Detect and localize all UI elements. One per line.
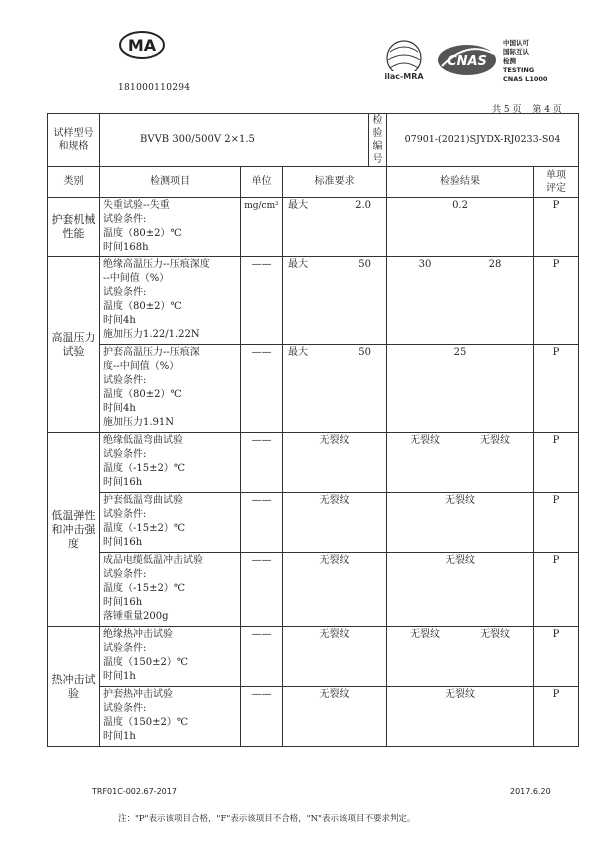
form-code: TRF01C-002.67-2017	[92, 787, 177, 796]
unit-cell: ——	[241, 493, 283, 553]
standard-cell: 最大 50	[283, 345, 387, 433]
code-value: 07901-(2021)SJYDX-RJ0233-S04	[387, 114, 579, 167]
item-cell: 护套低温弯曲试验 试验条件: 温度（-15±2）℃ 时间16h	[100, 493, 241, 553]
verdict-cell: P	[534, 687, 579, 747]
result-cell: 无裂纹	[387, 687, 534, 747]
footnote: 注："P"表示该项目合格，"F"表示该项目不合格，"N"表示该项目不要求判定。	[118, 814, 416, 824]
verdict-cell: P	[534, 627, 579, 687]
item-cell: 护套高温压力--压痕深 度--中间值（%） 试验条件: 温度（80±2）℃ 时间4h 施加压力1.91N	[100, 345, 241, 433]
table-row	[48, 687, 579, 747]
category-cell: 高温压力 试验	[48, 257, 100, 433]
report-number: 181000110294	[118, 83, 191, 93]
unit-cell: ——	[241, 257, 283, 345]
column-header-row	[48, 167, 579, 198]
item-cell: 绝缘热冲击试验 试验条件: 温度（150±2）℃ 时间1h	[100, 627, 241, 687]
table-row	[48, 493, 579, 553]
standard-cell: 无裂纹	[283, 627, 387, 687]
col-verdict: 单项 评定	[534, 167, 579, 198]
unit-cell: ——	[241, 345, 283, 433]
model-label: 试样型号 和规格	[48, 114, 100, 167]
cnas-logo	[436, 42, 498, 78]
verdict-cell: P	[534, 198, 579, 257]
result-cell: 30 28	[387, 257, 534, 345]
verdict-cell: P	[534, 257, 579, 345]
unit-cell: ——	[241, 433, 283, 493]
item-cell: 成品电缆低温冲击试验 试验条件: 温度（-15±2）℃ 时间16h 落锤重量200g	[100, 553, 241, 627]
category-cell: 护套机械 性能	[48, 198, 100, 257]
standard-cell: 无裂纹	[283, 433, 387, 493]
col-result: 检验结果	[387, 167, 534, 198]
result-cell: 无裂纹	[387, 493, 534, 553]
cma-logo	[118, 30, 166, 60]
col-unit: 单位	[241, 167, 283, 198]
standard-cell: 无裂纹	[283, 493, 387, 553]
form-date: 2017.6.20	[510, 787, 551, 796]
table-row	[48, 257, 579, 345]
standard-cell: 无裂纹	[283, 687, 387, 747]
unit-cell: ——	[241, 553, 283, 627]
table-row	[48, 627, 579, 687]
code-label: 检验 编号	[369, 114, 387, 167]
cnas-cert-text: 中国认可 国际互认 检测 TESTING CNAS L1000	[503, 39, 548, 83]
verdict-cell: P	[534, 345, 579, 433]
verdict-cell: P	[534, 433, 579, 493]
category-cell: 低温弹性 和冲击强 度	[48, 433, 100, 627]
svg-text:ilac-MRA: ilac-MRA	[384, 72, 424, 81]
col-category: 类别	[48, 167, 100, 198]
unit-cell: ——	[241, 627, 283, 687]
svg-text:MA: MA	[127, 36, 157, 55]
result-cell: 0.2	[387, 198, 534, 257]
category-cell: 热冲击试 验	[48, 627, 100, 747]
unit-cell: ——	[241, 687, 283, 747]
item-cell: 绝缘高温压力--压痕深度 --中间值（%） 试验条件: 温度（80±2）℃ 时间4h 施加压力1.22/1.22N	[100, 257, 241, 345]
total-pages: 共 5 页	[492, 105, 522, 115]
standard-cell: 无裂纹	[283, 553, 387, 627]
verdict-cell: P	[534, 493, 579, 553]
item-cell: 绝缘低温弯曲试验 试验条件: 温度（-15±2）℃ 时间16h	[100, 433, 241, 493]
verdict-cell: P	[534, 553, 579, 627]
col-item: 检测项目	[100, 167, 241, 198]
result-cell: 无裂纹	[387, 553, 534, 627]
svg-text:CNAS: CNAS	[447, 54, 487, 69]
table-row	[48, 433, 579, 493]
item-cell: 失重试验--失重 试验条件: 温度（80±2）℃ 时间168h	[100, 198, 241, 257]
standard-cell: 最大 50	[283, 257, 387, 345]
col-standard: 标准要求	[283, 167, 387, 198]
table-row	[48, 553, 579, 627]
result-cell: 25	[387, 345, 534, 433]
unit-cell: mg/cm²	[241, 198, 283, 257]
model-value: BVVB 300/500V 2×1.5	[100, 114, 369, 167]
test-results-table	[47, 113, 579, 747]
standard-cell: 最大 2.0	[283, 198, 387, 257]
info-row	[48, 114, 579, 167]
ilac-mra-logo	[378, 38, 430, 82]
current-page: 第 4 页	[532, 105, 562, 115]
result-cell: 无裂纹 无裂纹	[387, 627, 534, 687]
item-cell: 护套热冲击试验 试验条件: 温度（150±2）℃ 时间1h	[100, 687, 241, 747]
table-row	[48, 198, 579, 257]
result-cell: 无裂纹 无裂纹	[387, 433, 534, 493]
table-row	[48, 345, 579, 433]
